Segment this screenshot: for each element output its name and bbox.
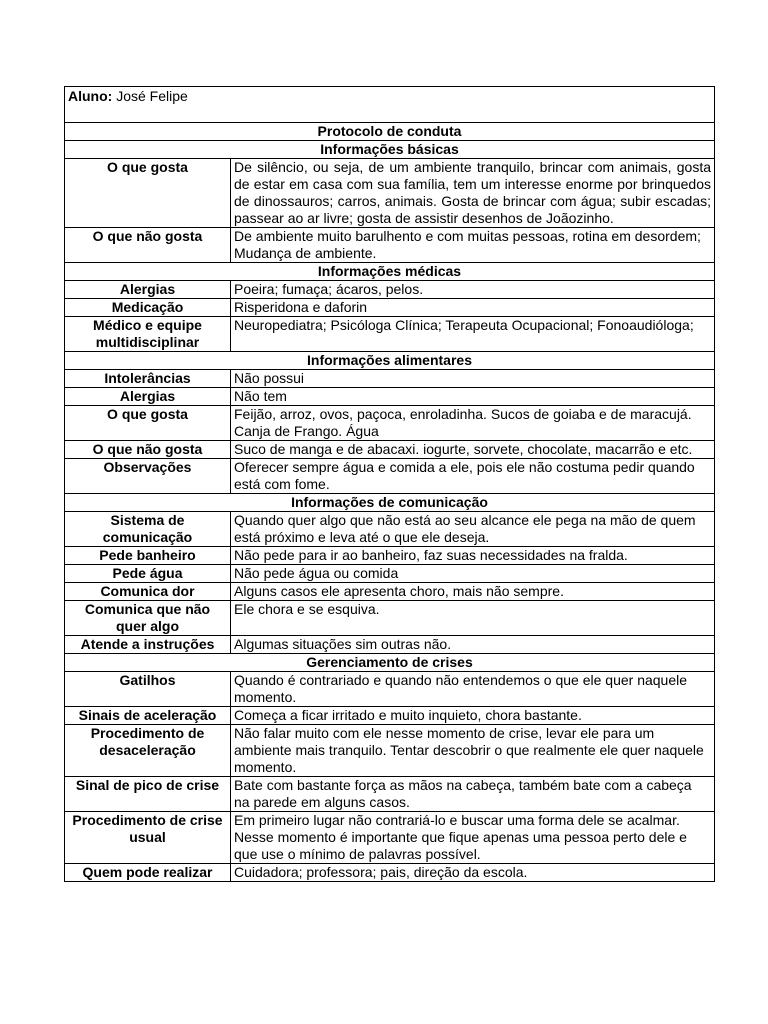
table-row	[65, 672, 715, 707]
row-value: Poeira; fumaça; ácaros, pelos.	[231, 281, 715, 299]
table-row	[65, 441, 715, 459]
table-row	[65, 459, 715, 494]
table-row	[65, 636, 715, 654]
row-value: Não pede água ou comida	[231, 565, 715, 583]
row-label: Quem pode realizar	[65, 864, 231, 882]
row-label: Medicação	[65, 299, 231, 317]
section-title: Gerenciamento de crises	[65, 654, 715, 672]
table-row	[65, 583, 715, 601]
row-label: Gatilhos	[65, 672, 231, 707]
row-value: Feijão, arroz, ovos, paçoca, enroladinha. Sucos de goiaba e de maracujá. Canja de Frango. Água	[231, 406, 715, 441]
row-label: Alergias	[65, 388, 231, 406]
row-label: Observações	[65, 459, 231, 494]
row-value: De silêncio, ou seja, de um ambiente tranquilo, brincar com animais, gosta de estar em casa com sua família, tem um interesse enorme por brinquedos de dinossauros; carros, animais. Gosta de brincar com água; subir escadas; passear ao ar livre; gosta de assistir desenhos de Joãozinho.	[231, 159, 715, 228]
row-label: Sistema de comunicação	[65, 512, 231, 547]
row-label: Procedimento de crise usual	[65, 812, 231, 864]
table-row	[65, 370, 715, 388]
row-value: Quando é contrariado e quando não entendemos o que ele quer naquele momento.	[231, 672, 715, 707]
student-name: José Felipe	[116, 88, 188, 104]
row-label: O que gosta	[65, 159, 231, 228]
row-value: Começa a ficar irritado e muito inquieto, chora bastante.	[231, 707, 715, 725]
row-label: Alergias	[65, 281, 231, 299]
row-label: Atende a instruções	[65, 636, 231, 654]
row-value: Cuidadora; professora; pais, direção da escola.	[231, 864, 715, 882]
row-value: Algumas situações sim outras não.	[231, 636, 715, 654]
row-label: Intolerâncias	[65, 370, 231, 388]
table-row	[65, 281, 715, 299]
student-row	[65, 87, 715, 123]
row-value: Suco de manga e de abacaxi. iogurte, sorvete, chocolate, macarrão e etc.	[231, 441, 715, 459]
row-label: Comunica que não quer algo	[65, 601, 231, 636]
row-label: Sinais de aceleração	[65, 707, 231, 725]
row-value: Neuropediatra; Psicóloga Clínica; Terapeuta Ocupacional; Fonoaudióloga;	[231, 317, 715, 352]
table-row	[65, 601, 715, 636]
row-label: Sinal de pico de crise	[65, 777, 231, 812]
section-title: Informações alimentares	[65, 352, 715, 370]
row-value: Alguns casos ele apresenta choro, mais não sempre.	[231, 583, 715, 601]
row-value: Risperidona e daforin	[231, 299, 715, 317]
row-label: Pede água	[65, 565, 231, 583]
row-value: Ele chora e se esquiva.	[231, 601, 715, 636]
table-row	[65, 547, 715, 565]
section-title: Informações médicas	[65, 263, 715, 281]
row-label: Comunica dor	[65, 583, 231, 601]
table-row	[65, 317, 715, 352]
table-row	[65, 159, 715, 228]
row-value: Não possui	[231, 370, 715, 388]
row-value: De ambiente muito barulhento e com muitas pessoas, rotina em desordem; Mudança de ambiente.	[231, 228, 715, 263]
conduct-protocol-table	[64, 86, 715, 882]
section-header-row	[65, 494, 715, 512]
row-value: Não tem	[231, 388, 715, 406]
row-label: O que não gosta	[65, 228, 231, 263]
row-value: Não falar muito com ele nesse momento de crise, levar ele para um ambiente mais tranquilo. Tentar descobrir o que realmente ele quer naquele momento.	[231, 725, 715, 777]
section-title: Informações básicas	[65, 141, 715, 159]
table-row	[65, 725, 715, 777]
row-label: Médico e equipe multidisciplinar	[65, 317, 231, 352]
table-row	[65, 864, 715, 882]
row-label: Pede banheiro	[65, 547, 231, 565]
table-row	[65, 299, 715, 317]
table-row	[65, 812, 715, 864]
row-value: Não pede para ir ao banheiro, faz suas necessidades na fralda.	[231, 547, 715, 565]
table-row	[65, 777, 715, 812]
row-value: Oferecer sempre água e comida a ele, pois ele não costuma pedir quando está com fome.	[231, 459, 715, 494]
table-row	[65, 565, 715, 583]
row-label: O que não gosta	[65, 441, 231, 459]
table-row	[65, 707, 715, 725]
section-title: Informações de comunicação	[65, 494, 715, 512]
row-label: Procedimento de desaceleração	[65, 725, 231, 777]
title-row	[65, 123, 715, 141]
row-value: Bate com bastante força as mãos na cabeça, também bate com a cabeça na parede em alguns casos.	[231, 777, 715, 812]
row-value: Quando quer algo que não está ao seu alcance ele pega na mão de quem está próximo e leva até o que ele deseja.	[231, 512, 715, 547]
student-label: Aluno:	[68, 88, 113, 104]
document-title: Protocolo de conduta	[65, 123, 715, 141]
row-value: Em primeiro lugar não contrariá-lo e buscar uma forma dele se acalmar. Nesse momento é importante que fique apenas uma pessoa perto dele e que use o mínimo de palavras possível.	[231, 812, 715, 864]
section-header-row	[65, 263, 715, 281]
section-header-row	[65, 654, 715, 672]
table-row	[65, 228, 715, 263]
table-row	[65, 512, 715, 547]
table-row	[65, 406, 715, 441]
table-row	[65, 388, 715, 406]
section-header-row	[65, 352, 715, 370]
student-cell	[65, 87, 715, 123]
row-label: O que gosta	[65, 406, 231, 441]
section-header-row	[65, 141, 715, 159]
